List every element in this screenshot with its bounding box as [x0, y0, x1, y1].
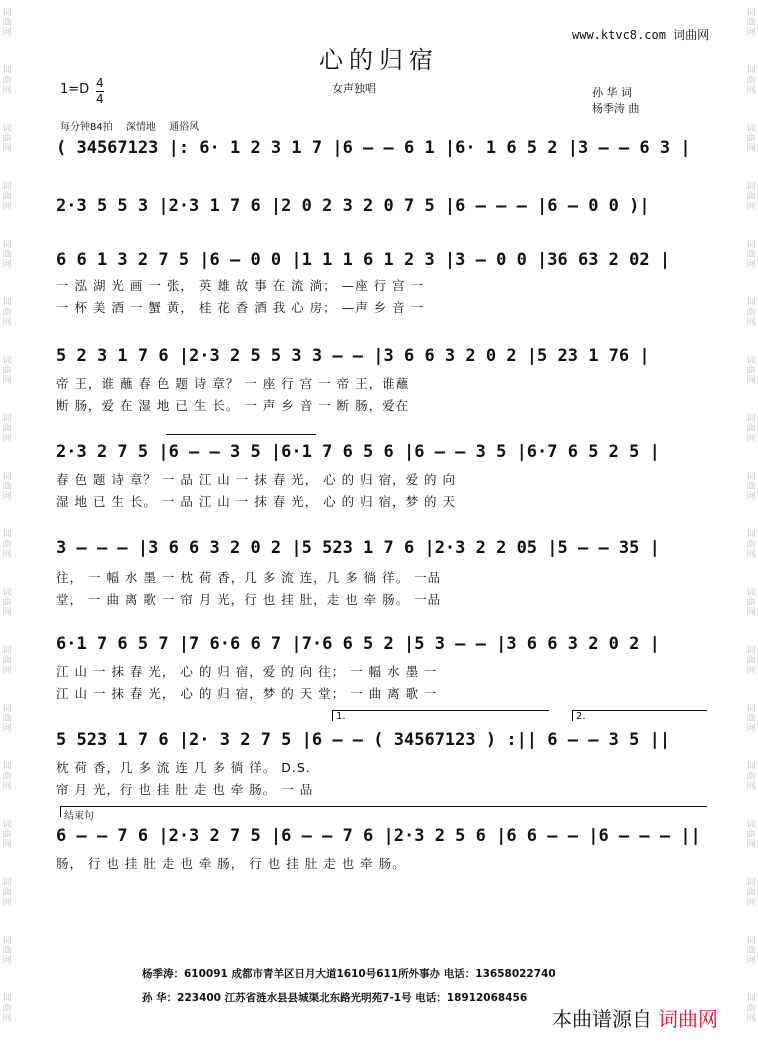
lyrics-row-6-verse-2: 堂， 一 曲 离 歌 一 帘 月 光，行 也 挂 肚，走 也 牵 肠。 一品: [56, 592, 442, 607]
watermark-glyph: 词 曲 网: [2, 878, 12, 908]
watermark-glyph: 词 曲 网: [2, 588, 12, 618]
notes-row-2: 2·3 5 5 3 |2·3 1 7 6 |2 0 2 3 2 0 7 5 |6 – – – |6 – 0 0 )|: [56, 196, 650, 216]
right-watermark-strip: [744, 0, 758, 1062]
watermark-glyph: 词 曲 网: [746, 936, 756, 966]
watermark-glyph: 词 曲 网: [746, 878, 756, 908]
notes-row-9: 6 – – 7 6 |2·3 2 7 5 |6 – – 7 6 |2·3 2 5 6 |6 6 – – |6 – – – ||: [56, 826, 701, 846]
lyrics-row-5-verse-2: 湿 地 已 生 长。 一 品 江 山 一 抹 春 光， 心 的 归 宿，梦 的 天: [56, 494, 457, 509]
notes-row-3: 6 6 1 3 2 7 5 |6 – 0 0 |1 1 1 6 1 2 3 |3 – 0 0 |36 63 2 02 |: [56, 250, 671, 270]
watermark-glyph: 词 曲 网: [746, 182, 756, 212]
watermark-glyph: 词 曲 网: [746, 994, 756, 1024]
watermark-glyph: 词 曲 网: [746, 414, 756, 444]
source-brand[interactable]: 词曲网: [658, 1007, 718, 1031]
lyrics-row-3-verse-2: 一 杯 美 酒 一 蟹 黄， 桂 花 香 酒 我 心 房； —声 乡 音 一: [56, 300, 425, 315]
watermark-glyph: 词 曲 网: [2, 704, 12, 734]
watermark-glyph: 词 曲 网: [746, 588, 756, 618]
tempo-marking: [60, 118, 209, 133]
lyrics-row-4-verse-2: 断 肠，爱 在 湿 地 已 生 长。 一 声 乡 音 一 断 肠，爱在: [56, 398, 410, 413]
tempo-bpm: 每分钟84拍: [60, 122, 113, 133]
glissando-line: [166, 434, 316, 435]
time-top: 4: [96, 76, 104, 90]
lyricist-credit: 孙 华 词: [592, 86, 632, 99]
lyrics-row-8-verse-2: 帘 月 光，行 也 挂 肚 走 也 牵 肠。 一 品: [56, 782, 314, 797]
site-url[interactable]: www.ktvc8.com 词曲网: [572, 28, 710, 42]
watermark-glyph: 词 曲 网: [2, 472, 12, 502]
volta-2-label: 2.: [576, 711, 586, 722]
song-title: 心的归宿: [319, 46, 439, 74]
watermark-glyph: 词 曲 网: [746, 240, 756, 270]
watermark-glyph: 词 曲 网: [746, 646, 756, 676]
source-credit: [552, 1003, 718, 1032]
lyrics-row-9-verse-1: 肠， 行 也 挂 肚 走 也 牵 肠， 行 也 挂 肚 走 也 牵 肠。: [56, 856, 406, 871]
contact-lyricist: 孙 华：223400 江苏省涟水县县城渠北东路光明苑7-1号 电话：18912068456: [142, 992, 528, 1004]
watermark-glyph: 词 曲 网: [746, 762, 756, 792]
voice-type: 女声独唱: [332, 82, 376, 95]
watermark-glyph: 词 曲 网: [746, 298, 756, 328]
ending-bracket: [60, 806, 707, 817]
notes-row-5: 2·3 2 7 5 |6 – – 3 5 |6·1 7 6 5 6 |6 – – 3 5 |6·7 6 5 2 5 |: [56, 442, 660, 462]
watermark-glyph: 词 曲 网: [2, 240, 12, 270]
watermark-glyph: 词 曲 网: [2, 994, 12, 1024]
watermark-glyph: 词 曲 网: [2, 66, 12, 96]
lyrics-row-3-verse-1: 一 泓 湖 光 画 一 张， 英 雄 故 事 在 流 淌； —座 行 宫 一: [56, 278, 425, 293]
tempo-expression: 深情地: [125, 122, 156, 133]
watermark-glyph: 词 曲 网: [746, 472, 756, 502]
watermark-glyph: 词 曲 网: [2, 820, 12, 850]
volta-1-label: 1.: [336, 711, 346, 722]
watermark-glyph: 词 曲 网: [2, 8, 12, 38]
watermark-glyph: 词 曲 网: [2, 124, 12, 154]
key-signature: 1=D: [60, 82, 90, 97]
notes-row-6: 3 – – – |3 6 6 3 2 0 2 |5 523 1 7 6 |2·3 2 2 05 |5 – – 35 |: [56, 538, 660, 558]
watermark-glyph: 词 曲 网: [2, 298, 12, 328]
left-watermark-strip: [0, 0, 14, 1062]
notes-row-4: 5 2 3 1 7 6 |2·3 2 5 5 3 3 – – |3 6 6 3 2 0 2 |5 23 1 76 |: [56, 346, 650, 366]
composer-credit: 杨季涛 曲: [592, 102, 640, 115]
watermark-glyph: 词 曲 网: [2, 936, 12, 966]
contact-composer: 杨季涛：610091 成都市青羊区日月大道1610号611所外事办 电话：13658022740: [142, 968, 556, 980]
time-bottom: 4: [96, 92, 104, 106]
watermark-glyph: 词 曲 网: [746, 356, 756, 386]
volta-2-bracket: [572, 710, 707, 721]
watermark-glyph: 词 曲 网: [2, 762, 12, 792]
ending-label: 结束句: [64, 811, 94, 822]
lyrics-row-5-verse-1: 春 色 题 诗 章？ 一 品 江 山 一 抹 春 光， 心 的 归 宿，爱 的 向: [56, 472, 457, 487]
lyrics-row-7-verse-1: 江 山 一 抹 春 光， 心 的 归 宿，爱 的 向 往； 一 幅 水 墨 一: [56, 664, 438, 679]
watermark-glyph: 词 曲 网: [2, 356, 12, 386]
watermark-glyph: 词 曲 网: [746, 704, 756, 734]
tempo-style: 通俗风: [169, 122, 200, 133]
watermark-glyph: 词 曲 网: [2, 182, 12, 212]
lyrics-row-4-verse-1: 帝 王，谁 蘸 春 色 题 诗 章？ 一 座 行 宫 一 帝 王，谁蘸: [56, 376, 410, 391]
watermark-glyph: 词 曲 网: [746, 820, 756, 850]
watermark-glyph: 词 曲 网: [746, 124, 756, 154]
volta-1-bracket: [332, 710, 549, 721]
notes-row-7: 6·1 7 6 5 7 |7 6·6 6 7 |7·6 6 5 2 |5 3 – – |3 6 6 3 2 0 2 |: [56, 634, 660, 654]
watermark-glyph: 词 曲 网: [2, 530, 12, 560]
source-text: 本曲谱源自: [552, 1007, 652, 1031]
watermark-glyph: 词 曲 网: [2, 414, 12, 444]
time-signature: [96, 76, 104, 107]
watermark-glyph: 词 曲 网: [746, 8, 756, 38]
watermark-glyph: 词 曲 网: [746, 530, 756, 560]
notes-row-8: 5 523 1 7 6 |2· 3 2 7 5 |6 – – ( 34567123 ) :|| 6 – – 3 5 ||: [56, 730, 671, 750]
notes-row-1: ( 34567123 |: 6· 1 2 3 1 7 |6 – – 6 1 |6· 1 6 5 2 |3 – – 6 3 |: [56, 138, 691, 158]
watermark-glyph: 词 曲 网: [2, 646, 12, 676]
watermark-glyph: 词 曲 网: [746, 66, 756, 96]
lyrics-row-6-verse-1: 往， 一 幅 水 墨 一 枕 荷 香，几 多 流 连，几 多 徜 徉。 一品: [56, 570, 442, 585]
lyrics-row-7-verse-2: 江 山 一 抹 春 光， 心 的 归 宿，梦 的 天 堂； 一 曲 离 歌 一: [56, 686, 438, 701]
lyrics-row-8-verse-1: 枕 荷 香，几 多 流 连 几 多 徜 徉。 D.S.: [56, 760, 311, 775]
